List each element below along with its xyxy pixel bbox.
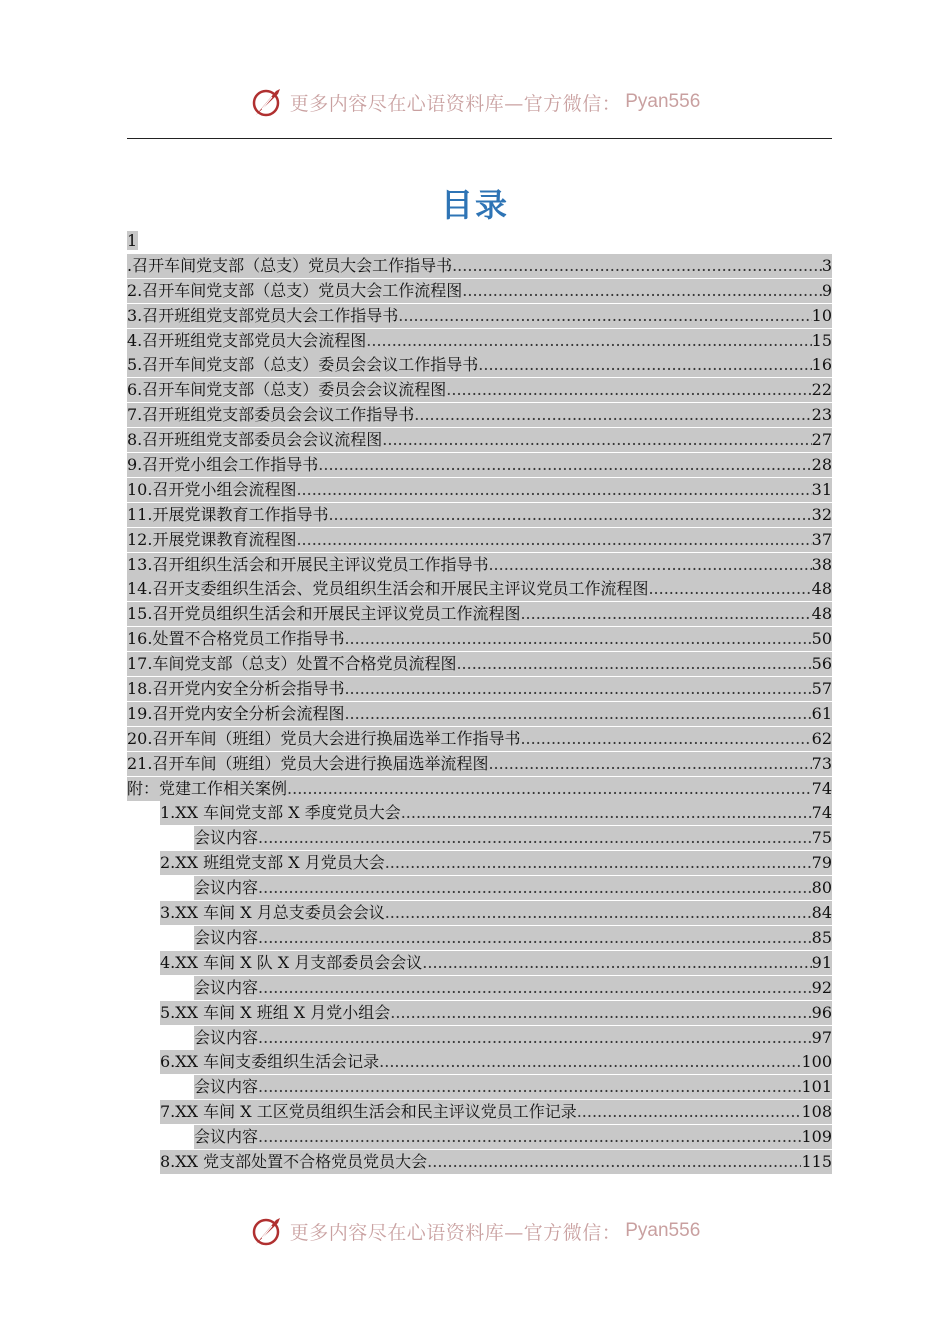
toc-first-line: 1	[127, 231, 138, 250]
toc-dot-leader	[398, 304, 811, 328]
toc-entry-label: 会议内容	[194, 1125, 258, 1149]
toc-entry-page: 57	[812, 677, 832, 701]
toc-entry[interactable]	[194, 925, 832, 950]
toc-dot-leader	[328, 503, 811, 527]
toc-entry-page: 3	[822, 254, 832, 278]
toc-entry-label: 2.XX 班组党支部 X 月党员大会	[160, 851, 385, 875]
toc-entry-page: 74	[812, 777, 832, 801]
toc-entry-page: 10	[812, 304, 832, 328]
toc-dot-leader	[296, 528, 811, 552]
toc-entry-label: 5.XX 车间 X 班组 X 月党小组会	[160, 1001, 390, 1025]
toc-dot-leader	[344, 702, 811, 726]
toc-dot-leader	[446, 378, 811, 402]
toc-entry-label: 7.XX 车间 X 工区党员组织生活会和民主评议党员工作记录	[160, 1100, 577, 1124]
toc-entry-label: 6.XX 车间支委组织生活会记录	[160, 1050, 379, 1074]
toc-entry-page: 56	[812, 652, 832, 676]
toc-entry[interactable]	[194, 1124, 832, 1149]
toc-entry[interactable]	[160, 801, 832, 826]
toc-entry-label: 14.召开支委组织生活会、党员组织生活会和开展民主评议党员工作流程图	[127, 577, 648, 601]
toc-dot-leader	[258, 926, 812, 950]
table-of-contents	[127, 229, 832, 1174]
toc-entry-label: 17.车间党支部（总支）处置不合格党员流程图	[127, 652, 456, 676]
toc-entry-label: 10.召开党小组会流程图	[127, 478, 296, 502]
toc-entry[interactable]	[127, 278, 832, 303]
toc-dot-leader	[382, 428, 811, 452]
toc-dot-leader	[258, 1125, 801, 1149]
quill-pen-logo-icon	[250, 1214, 284, 1248]
toc-entry-page: 37	[812, 528, 832, 552]
toc-entry-page: 101	[801, 1075, 832, 1099]
toc-dot-leader	[462, 279, 822, 303]
toc-entry-label: 16.处置不合格党员工作指导书	[127, 627, 344, 651]
toc-dot-leader	[390, 1001, 811, 1025]
toc-entry-page: 9	[822, 279, 832, 303]
toc-entry[interactable]	[194, 1074, 832, 1099]
toc-entry-page: 109	[801, 1125, 832, 1149]
toc-entry-label: 7.召开班组党支部委员会会议工作指导书	[127, 403, 414, 427]
toc-dot-leader	[488, 752, 811, 776]
toc-entry[interactable]	[127, 452, 832, 477]
toc-dot-leader	[258, 1075, 801, 1099]
toc-entry-label: 会议内容	[194, 926, 258, 950]
toc-entry[interactable]	[127, 577, 832, 602]
toc-entry-page: 85	[812, 926, 832, 950]
toc-entry-label: 1.XX 车间党支部 X 季度党员大会	[160, 801, 401, 825]
toc-entry-label: 3.召开班组党支部党员大会工作指导书	[127, 304, 398, 328]
toc-dot-leader	[258, 1026, 812, 1050]
header-banner	[0, 82, 950, 122]
toc-dot-leader	[385, 901, 812, 925]
toc-dot-leader	[258, 876, 812, 900]
toc-entry[interactable]	[127, 353, 832, 378]
toc-dot-leader	[401, 801, 812, 825]
toc-entry-label: 15.召开党员组织生活会和开展民主评议党员工作流程图	[127, 602, 520, 626]
toc-entry-page: 50	[812, 627, 832, 651]
toc-entry-page: 27	[812, 428, 832, 452]
toc-entry-page: 75	[812, 826, 832, 850]
toc-dot-leader	[366, 329, 811, 353]
toc-dot-leader	[344, 627, 811, 651]
header-divider	[127, 138, 832, 139]
toc-entry[interactable]	[127, 701, 832, 726]
toc-entry-page: 48	[812, 577, 832, 601]
toc-entry[interactable]	[127, 776, 832, 801]
toc-entry[interactable]	[127, 601, 832, 626]
toc-entry-label: 8.XX 党支部处置不合格党员党员大会	[160, 1150, 427, 1174]
toc-entry-page: 62	[812, 727, 832, 751]
toc-entry-page: 96	[812, 1001, 832, 1025]
toc-entry[interactable]	[194, 875, 832, 900]
toc-entry-page: 48	[812, 602, 832, 626]
toc-dot-leader	[422, 951, 811, 975]
toc-dot-leader	[344, 677, 811, 701]
toc-entry[interactable]	[127, 626, 832, 651]
toc-entry-page: 80	[812, 876, 832, 900]
toc-entry[interactable]	[127, 676, 832, 701]
toc-entry-label: 6.召开车间党支部（总支）委员会会议流程图	[127, 378, 446, 402]
toc-dot-leader	[379, 1050, 801, 1074]
toc-entry-label: 21.召开车间（班组）党员大会进行换届选举流程图	[127, 752, 488, 776]
toc-dot-leader	[577, 1100, 802, 1124]
toc-entry-page: 84	[812, 901, 832, 925]
toc-entry-page: 61	[812, 702, 832, 726]
toc-entry-label: 会议内容	[194, 1075, 258, 1099]
toc-entries	[127, 253, 832, 1174]
toc-entry-label: 13.召开组织生活会和开展民主评议党员工作指导书	[127, 553, 488, 577]
toc-entry-label: 会议内容	[194, 876, 258, 900]
toc-dot-leader	[414, 403, 811, 427]
toc-entry[interactable]	[127, 427, 832, 452]
toc-entry-page: 28	[812, 453, 832, 477]
toc-entry-page: 79	[812, 851, 832, 875]
toc-entry-page: 92	[812, 976, 832, 1000]
toc-dot-leader	[456, 652, 811, 676]
toc-entry[interactable]	[194, 975, 832, 1000]
toc-entry[interactable]	[127, 253, 832, 278]
toc-entry-page: 38	[812, 553, 832, 577]
footer-banner	[0, 1211, 950, 1251]
toc-entry[interactable]	[127, 651, 832, 676]
toc-dot-leader	[258, 826, 812, 850]
toc-entry-label: 8.召开班组党支部委员会会议流程图	[127, 428, 382, 452]
toc-entry-page: 15	[812, 329, 832, 353]
toc-entry-page: 22	[812, 378, 832, 402]
quill-pen-logo-icon	[250, 85, 284, 119]
toc-entry[interactable]	[127, 477, 832, 502]
toc-entry-label: 4.召开班组党支部党员大会流程图	[127, 329, 366, 353]
toc-entry-label: 会议内容	[194, 826, 258, 850]
toc-entry[interactable]	[194, 1025, 832, 1050]
toc-entry-page: 108	[801, 1100, 832, 1124]
toc-entry[interactable]	[127, 377, 832, 402]
toc-dot-leader	[488, 553, 811, 577]
toc-dot-leader	[478, 353, 811, 377]
toc-entry[interactable]	[194, 825, 832, 850]
footer-banner-id: Pyan556	[625, 1220, 701, 1241]
toc-entry-label: 附：党建工作相关案例	[127, 777, 287, 801]
toc-entry-page: 74	[812, 801, 832, 825]
toc-entry-label: 18.召开党内安全分析会指导书	[127, 677, 344, 701]
toc-entry[interactable]	[127, 303, 832, 328]
header-banner-text: 更多内容尽在心语资料库—官方微信：	[289, 92, 622, 115]
toc-entry-label: .召开车间党支部（总支）党员大会工作指导书	[127, 254, 452, 278]
toc-entry-label: 9.召开党小组会工作指导书	[127, 453, 318, 477]
toc-entry-page: 16	[812, 353, 832, 377]
toc-dot-leader	[385, 851, 812, 875]
toc-entry-label: 3.XX 车间 X 月总支委员会会议	[160, 901, 385, 925]
toc-entry[interactable]	[160, 1149, 832, 1174]
toc-entry[interactable]	[127, 402, 832, 427]
toc-entry-page: 32	[812, 503, 832, 527]
toc-entry[interactable]	[127, 552, 832, 577]
page-title: 目录	[440, 186, 509, 224]
toc-entry-label: 2.召开车间党支部（总支）党员大会工作流程图	[127, 279, 462, 303]
toc-entry[interactable]	[160, 1050, 832, 1075]
toc-dot-leader	[648, 577, 811, 601]
toc-entry-page: 97	[812, 1026, 832, 1050]
toc-entry-label: 19.召开党内安全分析会流程图	[127, 702, 344, 726]
header-banner-id: Pyan556	[625, 91, 701, 112]
footer-banner-text: 更多内容尽在心语资料库—官方微信：	[289, 1221, 622, 1244]
toc-entry[interactable]	[127, 726, 832, 751]
toc-entry[interactable]	[160, 950, 832, 975]
toc-dot-leader	[427, 1150, 801, 1174]
toc-entry[interactable]	[160, 1099, 832, 1124]
toc-entry-label: 4.XX 车间 X 队 X 月支部委员会会议	[160, 951, 422, 975]
toc-entry[interactable]	[127, 328, 832, 353]
toc-entry-page: 115	[801, 1150, 832, 1174]
toc-entry-page: 100	[801, 1050, 832, 1074]
toc-entry-label: 会议内容	[194, 1026, 258, 1050]
toc-entry-page: 73	[812, 752, 832, 776]
toc-entry-label: 5.召开车间党支部（总支）委员会会议工作指导书	[127, 353, 478, 377]
toc-dot-leader	[318, 453, 811, 477]
toc-entry[interactable]	[127, 527, 832, 552]
toc-entry-label: 会议内容	[194, 976, 258, 1000]
toc-entry[interactable]	[160, 1000, 832, 1025]
toc-dot-leader	[520, 727, 811, 751]
toc-dot-leader	[520, 602, 811, 626]
toc-entry[interactable]	[127, 502, 832, 527]
toc-entry-label: 12.开展党课教育流程图	[127, 528, 296, 552]
toc-entry[interactable]	[127, 751, 832, 776]
toc-dot-leader	[296, 478, 811, 502]
toc-entry-page: 91	[812, 951, 832, 975]
toc-dot-leader	[258, 976, 812, 1000]
toc-dot-leader	[287, 777, 812, 801]
toc-entry[interactable]	[160, 900, 832, 925]
toc-entry-label: 20.召开车间（班组）党员大会进行换届选举工作指导书	[127, 727, 520, 751]
toc-entry[interactable]	[160, 850, 832, 875]
toc-entry-page: 23	[812, 403, 832, 427]
toc-dot-leader	[452, 254, 822, 278]
toc-entry-page: 31	[812, 478, 832, 502]
toc-entry-label: 11.开展党课教育工作指导书	[127, 503, 328, 527]
